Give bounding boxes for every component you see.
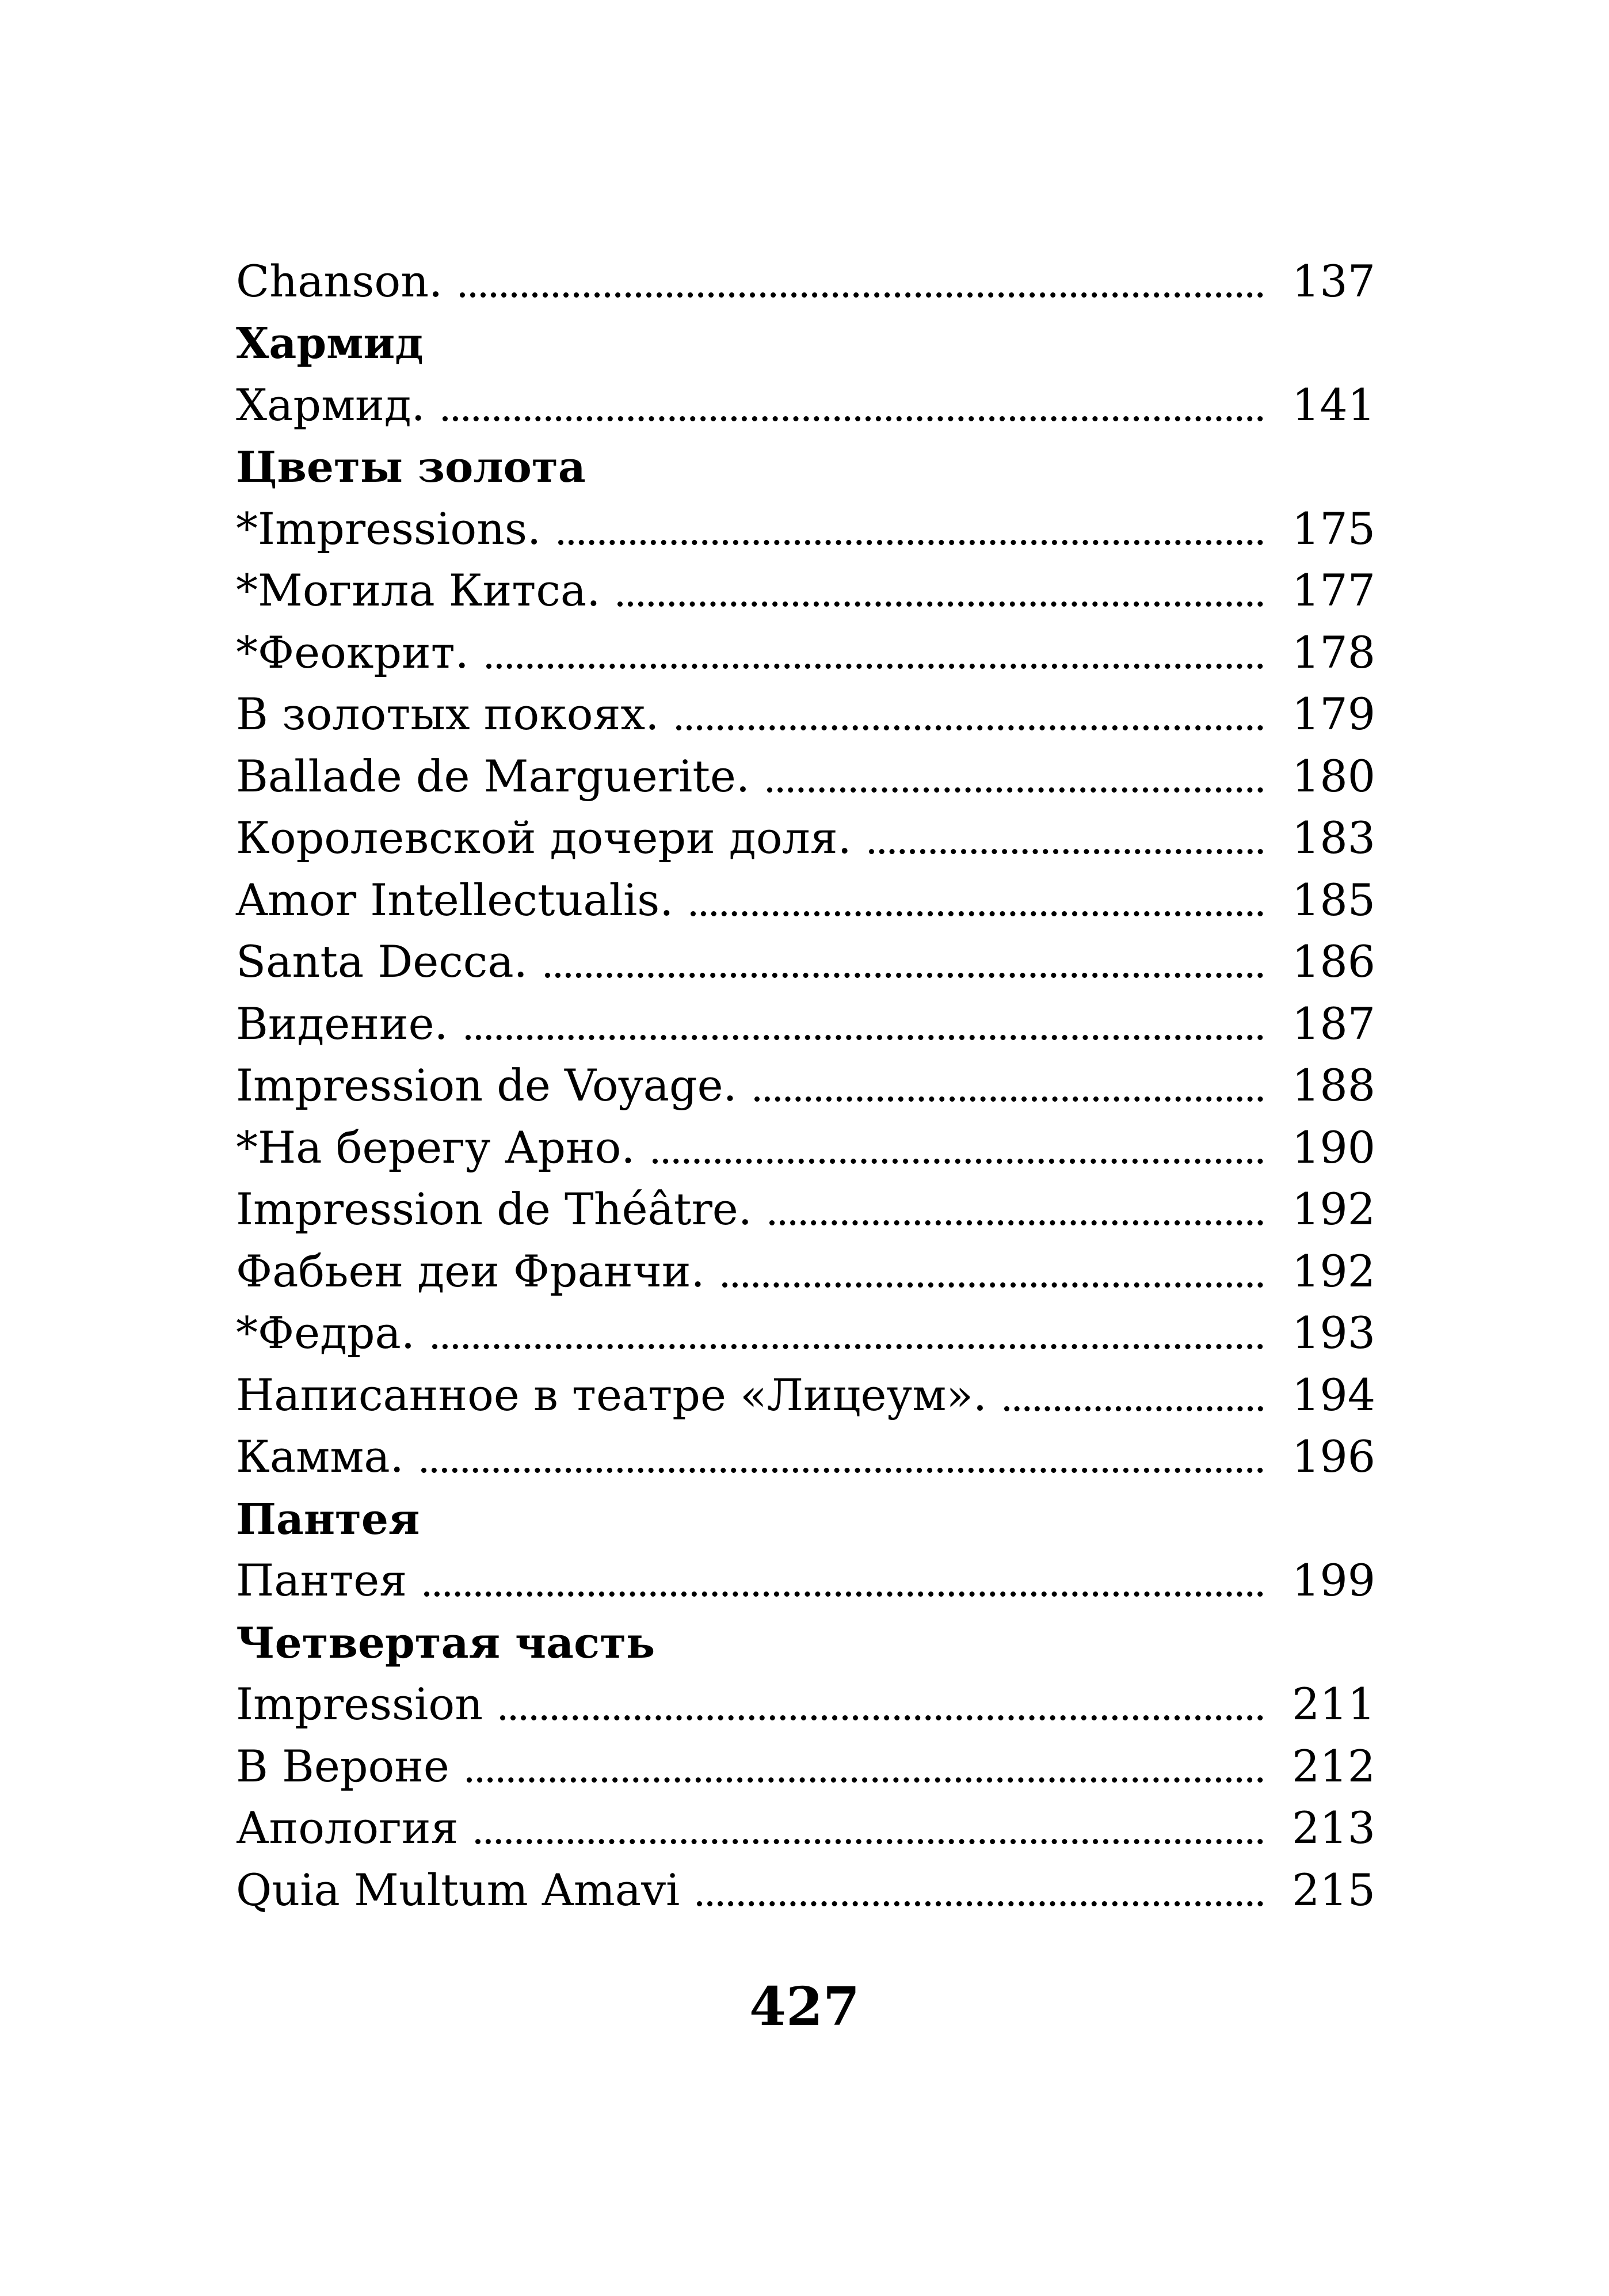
entry-page-number: 192 [1292,1245,1376,1297]
dot-leader [500,1715,1263,1720]
entry-title: Ballade de Marguerite. [236,750,750,802]
entry-title: Фабьен деи Франчи. [236,1245,705,1297]
entry-title: Апология [236,1802,459,1853]
dot-leader [475,1839,1263,1844]
page-number: 427 [749,1975,860,2038]
section-heading [236,1606,1378,1668]
dot-leader [617,601,1263,607]
entry-page-number: 141 [1292,379,1376,431]
entry-title: Impression [236,1678,483,1730]
toc-entry[interactable] [236,740,1378,802]
dot-leader [767,787,1263,793]
toc-entry[interactable] [236,1421,1378,1483]
dot-leader [769,1220,1263,1225]
entry-title: Chanson. [236,255,443,307]
toc-entry[interactable] [236,1853,1378,1916]
toc-entry[interactable] [236,802,1378,864]
entry-page-number: 194 [1292,1369,1376,1421]
toc-entry[interactable] [236,245,1378,307]
dot-leader [676,725,1263,730]
entry-title: *Федра. [236,1307,415,1358]
entry-title: Хармид. [236,379,425,431]
entry-title: Impression de Voyage. [236,1060,737,1111]
entry-title: Написанное в театре «Лицеум». [236,1369,987,1421]
entry-page-number: 211 [1292,1678,1376,1730]
entry-page-number: 183 [1292,812,1376,863]
section-title: Пантея [236,1494,420,1544]
entry-page-number: 212 [1292,1740,1376,1792]
dot-leader [466,1035,1263,1040]
entry-title: Камма. [236,1431,404,1482]
section-heading [236,1482,1378,1544]
dot-leader [460,292,1263,298]
dot-leader [432,1344,1263,1349]
entry-page-number: 215 [1292,1864,1376,1916]
dot-leader [467,1777,1263,1783]
section-heading [236,431,1378,493]
entry-title: В золотых покоях. [236,688,659,740]
toc-entry[interactable] [236,1173,1378,1235]
dot-leader [558,540,1263,545]
entry-page-number: 199 [1292,1555,1376,1606]
entry-title: *На берегу Арно. [236,1121,635,1173]
toc-entry[interactable] [236,1358,1378,1421]
dot-leader [421,1468,1263,1473]
toc-entry[interactable] [236,987,1378,1049]
toc-entry[interactable] [236,368,1378,431]
entry-title: Королевской дочери доля. [236,812,852,863]
table-of-contents [236,245,1378,1916]
entry-page-number: 187 [1292,997,1376,1049]
dot-leader [545,973,1263,978]
dot-leader [443,416,1263,421]
toc-entry[interactable] [236,863,1378,926]
toc-entry[interactable] [236,1297,1378,1359]
entry-page-number: 188 [1292,1060,1376,1111]
entry-page-number: 179 [1292,688,1376,740]
entry-title: *Могила Китса. [236,565,601,616]
toc-entry[interactable] [236,1235,1378,1297]
entry-page-number: 190 [1292,1121,1376,1173]
entry-title: Santa Decca. [236,936,528,987]
entry-page-number: 137 [1292,255,1376,307]
toc-entry[interactable] [236,1730,1378,1792]
toc-entry[interactable] [236,616,1378,678]
toc-entry[interactable] [236,1111,1378,1173]
section-title: Хармид [236,319,424,368]
entry-title: Impression de Théâtre. [236,1183,752,1235]
dot-leader [486,664,1263,669]
entry-page-number: 175 [1292,502,1376,554]
dot-leader [697,1901,1263,1906]
entry-title: Видение. [236,997,448,1049]
toc-entry[interactable] [236,926,1378,988]
section-title: Четвертая часть [236,1618,655,1668]
entry-page-number: 192 [1292,1183,1376,1235]
entry-title: Пантея [236,1555,407,1606]
dot-leader [691,911,1263,916]
dot-leader [653,1159,1263,1164]
entry-page-number: 193 [1292,1307,1376,1358]
toc-entry[interactable] [236,1668,1378,1730]
dot-leader [424,1591,1263,1597]
entry-page-number: 180 [1292,750,1376,802]
entry-title: *Impressions. [236,502,542,554]
toc-entry[interactable] [236,1049,1378,1111]
entry-page-number: 196 [1292,1431,1376,1482]
entry-title: В Вероне [236,1740,449,1792]
entry-title: Quia Multum Amavi [236,1864,680,1916]
dot-leader [722,1282,1263,1288]
entry-page-number: 213 [1292,1802,1376,1853]
toc-entry[interactable] [236,1792,1378,1854]
dot-leader [754,1096,1263,1102]
section-title: Цветы золота [236,443,586,492]
toc-entry[interactable] [236,1544,1378,1606]
toc-entry[interactable] [236,678,1378,740]
entry-title: Amor Intellectualis. [236,874,674,926]
entry-page-number: 178 [1292,626,1376,678]
dot-leader [869,849,1263,854]
section-heading [236,307,1378,369]
entry-page-number: 177 [1292,565,1376,616]
toc-entry[interactable] [236,492,1378,554]
entry-page-number: 186 [1292,936,1376,987]
toc-entry[interactable] [236,554,1378,616]
dot-leader [1004,1406,1263,1411]
entry-page-number: 185 [1292,874,1376,926]
entry-title: *Феокрит. [236,626,469,678]
